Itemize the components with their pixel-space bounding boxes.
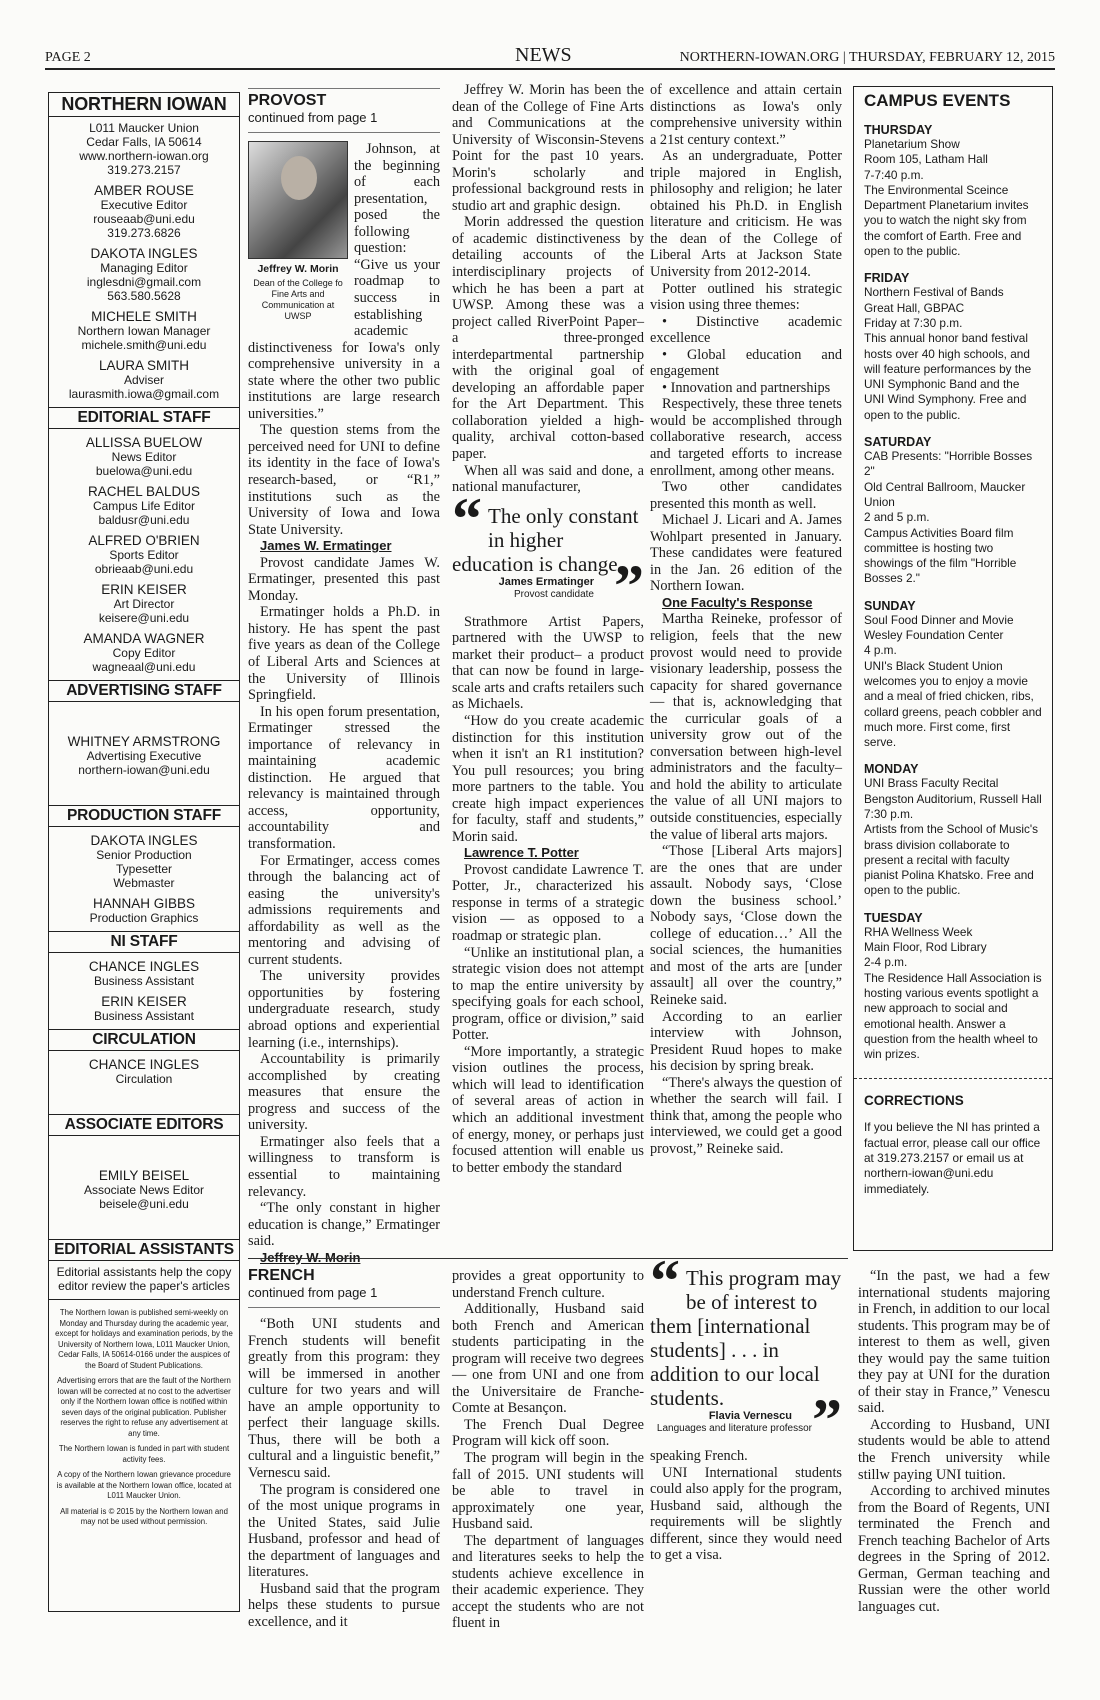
- staff-detail: Production Graphics: [89, 911, 199, 925]
- paragraph: Michael J. Licari and A. James Wohlpart presented in January. These candidates were featured in the Jan. 26 edition of the Northern Iowan.: [650, 512, 842, 595]
- staff-name: RACHEL BALDUS: [87, 484, 201, 499]
- event-line: Room 105, Latham Hall: [864, 152, 988, 167]
- notice-paragraph: All material is © 2015 by the Northern Iowan and may not be used without permission.: [60, 1506, 228, 1526]
- event-day: [864, 599, 1042, 751]
- event-line: Great Hall, GBPAC: [864, 300, 965, 315]
- open-quote-icon: “: [650, 1248, 680, 1314]
- staff-detail: Circulation: [115, 1072, 173, 1086]
- notice-paragraph: Advertising errors that are the fault of the Northern Iowan will be corrected at no cost to the advertiser only if the Northern Iowan office is notified within seven days of the original publication. Publisher reserves the right to refuse any advertisement at any time.: [57, 1376, 231, 1438]
- event-line: 2-4 p.m.: [864, 955, 908, 970]
- staff-name: LAURA SMITH: [98, 358, 190, 373]
- dashed-divider: [854, 1078, 1052, 1079]
- paragraph: The university provides opportunities by fostering undergraduate research, study abroad options and experiential learning (i.e., internships).: [248, 968, 440, 1051]
- info-line: Cedar Falls, IA 50614: [86, 135, 202, 149]
- staff-entry: [49, 484, 239, 527]
- staff-detail: Northern Iowan Manager: [77, 324, 211, 338]
- paragraph: The department of languages and literatures seeks to help the students achieve excellence in their academic experience. They accept the students who are not fluent in: [452, 1532, 644, 1632]
- staff-detail: Senior Production: [96, 848, 192, 862]
- staff-detail: Business Assistant: [93, 1009, 195, 1023]
- section-title: FRENCH: [248, 1267, 315, 1284]
- masthead: [48, 92, 240, 1612]
- pull-quote-text: This program may be of interest to them [international students] . . . in addition to our local students.: [650, 1266, 842, 1410]
- paragraph: The program will begin in the fall of 2015. UNI students will be able to travel in approximately one year, Husband said.: [452, 1450, 644, 1533]
- masthead-heading: NI STAFF: [49, 931, 239, 953]
- paragraph: When all was said and done, a national manufacturer,: [452, 462, 644, 496]
- staff-detail: northern-iowan@uni.edu: [78, 763, 210, 777]
- event-line: Northern Festival of Bands: [864, 285, 1004, 300]
- masthead-heading: EDITORIAL STAFF: [49, 407, 239, 429]
- masthead-heading: PRODUCTION STAFF: [49, 805, 239, 827]
- paragraph: Martha Reineke, professor of religion, feels that the new provost would need to provide visionary leadership, possess the capacity for shared governance — that is, acknowledging that the curricular goals of a university grow out of the conversation between high-level administrators and the faculty–and hold the ability to articulate the value of all UNI majors to outside constituencies, especially the value of liberal arts majors.: [650, 611, 842, 843]
- notice-paragraph: The Northern Iowan is funded in part with student activity fees.: [58, 1444, 230, 1464]
- paragraph: Jeffrey W. Morin has been the dean of the College of Fine Arts and Communications at the University of Wisconsin-Stevens Point for the past 10 years. Morin's scholarly and professional background rests in studio art and graphic design.: [452, 82, 644, 214]
- photo-caption-name: Jeffrey W. Morin: [257, 263, 339, 276]
- section-title: PROVOST: [248, 92, 327, 109]
- event-line: UNI's Black Student Union welcomes you to enjoy a movie and a meal of fried chicken, ribs, collard greens, peach cobbler and much more. First come, first serve.: [864, 658, 1042, 750]
- info-line: editor review the paper's articles: [58, 1279, 230, 1293]
- event-day-label: SATURDAY: [864, 435, 932, 450]
- staff-detail: Managing Editor: [100, 261, 188, 275]
- masthead-info: [49, 1265, 239, 1293]
- event-day-label: THURSDAY: [864, 123, 933, 137]
- section-divider: [248, 1258, 848, 1259]
- event-day: [864, 911, 1042, 1063]
- staff-entry: [49, 1168, 239, 1211]
- staff-detail: keisere@uni.edu: [98, 611, 190, 625]
- staff-detail: inglesdni@gmail.com: [86, 275, 202, 289]
- spacer: [49, 1140, 239, 1162]
- paragraph: speaking French.: [650, 1448, 748, 1464]
- paragraph: The program is considered one of the most unique programs in the United States, said Julie Husband, professor and head of the department of languages and literatures.: [248, 1481, 440, 1581]
- staff-name: DAKOTA INGLES: [90, 833, 198, 848]
- close-quote-icon: ”: [614, 552, 644, 619]
- paragraph: Morin addressed the question of academic distinctiveness by detailing accounts of the interdisciplinary projects of which he has been a part at UWSP. Among these was a project called RiverPoint Paper– a three-pronged interdepartmental partnership with the original goal of developing an affordable paper for the Art Department. This collaboration yielded a high-quality, archival cotton-based paper.: [452, 214, 644, 463]
- paragraph: Ermatinger holds a Ph.D. in history. He has spent the past five years as dean of the College of Liberal Arts and Sciences at the University of Illinois Springfield.: [248, 604, 440, 704]
- staff-entry: [49, 631, 239, 674]
- paragraph: “More importantly, a strategic vision outlines the process, which will lead to identification of several areas of action in which an additional investment of energy, money, or perhaps just focused attention will enable us to better embody the standard: [452, 1043, 644, 1176]
- french-column-4: [858, 1268, 1050, 1613]
- pull-quote-name: James Ermatinger: [498, 575, 594, 588]
- french-column-3: [650, 1248, 842, 1614]
- staff-detail: Associate News Editor: [83, 1183, 205, 1197]
- pull-quote-name: Flavia Vernescu: [708, 1410, 792, 1422]
- pull-quote-text: The only constant in higher education is change.: [452, 503, 639, 576]
- staff-detail: 563.580.5628: [107, 289, 181, 303]
- staff-detail: Business Assistant: [93, 974, 195, 988]
- staff-detail: laurasmith.iowa@gmail.com: [68, 387, 220, 401]
- french-column-1: [248, 1267, 440, 1630]
- staff-entry: [49, 435, 239, 478]
- staff-detail: 319.273.6826: [107, 226, 181, 240]
- paragraph: provides a great opportunity to understand French culture.: [452, 1268, 644, 1301]
- staff-detail: Advertising Executive: [86, 749, 202, 763]
- paragraph: “The only constant in higher education is change,” Ermatinger said.: [248, 1200, 440, 1250]
- staff-detail: Art Director: [113, 597, 175, 611]
- pull-quote: [452, 485, 644, 619]
- event-line: Planetarium Show: [864, 137, 960, 151]
- provost-column-3: [650, 82, 842, 1254]
- staff-detail: News Editor: [111, 450, 177, 464]
- spacer: [49, 777, 239, 799]
- paragraph: “In the past, we had a few international students majoring in French, in addition to our local students. This program may be of interest to them as well, given they would pay the same tuition they pay at UNI for the duration of their stay in France,” Venescu said.: [858, 1268, 1050, 1417]
- provost-section-head: [248, 88, 440, 133]
- spacer: [49, 1211, 239, 1233]
- staff-name: EMILY BEISEL: [98, 1168, 190, 1183]
- event-line: 7-7:40 p.m.: [864, 167, 924, 182]
- continued-label: continued from page 1: [248, 109, 378, 125]
- paragraph: Two other candidates presented this month as well.: [650, 479, 842, 512]
- event-line: Wesley Foundation Center: [864, 628, 1004, 643]
- event-line: Old Central Ballroom, Maucker Union: [864, 479, 1026, 509]
- event-line: Artists from the School of Music's brass division collaborate to present a recital with faculty pianist Polina Khatsko. Free and open to the public.: [864, 822, 1039, 898]
- staff-name: ALFRED O'BRIEN: [88, 533, 200, 548]
- staff-detail: Adviser: [123, 373, 164, 387]
- french-column-2: [452, 1268, 644, 1632]
- staff-detail: obrieaab@uni.edu: [94, 562, 194, 576]
- continued-label: continued from page 1: [248, 1284, 378, 1300]
- event-line: The Residence Hall Association is hosting various events spotlight a new approach to social and emotional health. Answer a question from the health wheel to win prizes.: [864, 970, 1042, 1062]
- staff-entry: [49, 734, 239, 777]
- page-header: [45, 44, 1055, 70]
- section-name: NEWS: [515, 44, 572, 66]
- paragraph: of excellence and attain certain distinctions as Iowa's only comprehensive university within a 21st century context.”: [650, 82, 842, 148]
- paragraph: Provost candidate James W. Ermatinger, presented this past Monday.: [248, 554, 440, 604]
- french-section-head: [248, 1268, 440, 1308]
- paragraph: Husband said that the program helps these students to pursue excellence, and it: [248, 1580, 440, 1630]
- subheading: One Faculty's Response: [662, 594, 813, 610]
- publication-notice: [49, 1299, 239, 1528]
- paragraph: As an undergraduate, Potter triple majored in English, philosophy and religion; he later obtained his Ph.D. in English literature and criticism. He was the dean of the College of Liberal Arts at Jackson State University from 2012-2014.: [650, 148, 842, 281]
- subheading: Lawrence T. Potter: [464, 845, 579, 861]
- paragraph: • Distinctive academic excellence: [650, 313, 842, 347]
- paragraph: Potter outlined his strategic vision using three themes:: [650, 280, 842, 314]
- paragraph: • Innovation and partnerships: [662, 379, 831, 396]
- staff-detail: buelowa@uni.edu: [95, 464, 193, 478]
- staff-entry: [49, 582, 239, 625]
- event-line: Bengston Auditorium, Russell Hall: [864, 791, 1042, 806]
- pull-quote-title: Languages and literature professor: [656, 1423, 812, 1434]
- paragraph: UNI International students could also apply for the program, Husband said, although the requirements will be slightly different, since they would need to get a visa.: [650, 1464, 842, 1564]
- event-line: UNI Brass Faculty Recital: [864, 776, 999, 791]
- staff-name: HANNAH GIBBS: [92, 896, 196, 911]
- staff-entry: [49, 896, 239, 925]
- staff-detail: Webmaster: [113, 876, 175, 890]
- info-line: L011 Maucker Union: [89, 121, 199, 135]
- paragraph: In his open forum presentation, Ermatinger stressed the importance of relevancy in maintaining academic distinction. He argued that relevancy is maintained through access, opportunity, accountability and transformation.: [248, 703, 440, 853]
- staff-name: ERIN KEISER: [101, 994, 187, 1009]
- portrait-image: [248, 141, 348, 259]
- corrections-title: CORRECTIONS: [864, 1093, 964, 1109]
- paragraph: Ermatinger also feels that a willingness to transform is essential to maintaining relevancy.: [248, 1133, 440, 1200]
- paragraph: The French Dual Degree Program will kick off soon.: [452, 1416, 644, 1450]
- staff-entry: [49, 246, 239, 303]
- event-line: This annual honor band festival hosts over 40 high schools, and will feature performances by the UNI Symphonic Band and the UNI Wind Symphony. Free and open to the public.: [864, 331, 1032, 422]
- staff-detail: Campus Life Editor: [92, 499, 196, 513]
- provost-column-2: [452, 82, 644, 1254]
- paragraph: For Ermatinger, access comes through the balancing act of easing the university's admissions requirements and affordability as well as the mentoring and advising of current students.: [248, 852, 440, 968]
- paragraph: The question stems from the perceived need for UNI to define its identity in the face of Iowa's research-based, or “R1,” institutions such as the University of Iowa and Iowa State University.: [248, 422, 440, 538]
- notice-paragraph: The Northern Iowan is published semi-weekly on Monday and Thursday during the academic year, except for holidays and examination periods, by the University of Northern Iowa, L011 Maucker Union, Cedar Falls, IA 50614-0166 under the auspices of the Board of Student Publications.: [55, 1308, 233, 1370]
- site-and-date: NORTHERN-IOWAN.ORG | THURSDAY, FEBRUARY 12, 2015: [679, 50, 1055, 65]
- provost-column-1: [248, 88, 440, 1265]
- staff-name: WHITNEY ARMSTRONG: [67, 734, 221, 749]
- paragraph: Johnson, at the beginning of each presentation, posed the following question: “Give us your roadmap to success in establishing academic distinctiveness for Iowa's only comprehensive university in a state where the other two public institutions are large research universities.”: [248, 141, 440, 422]
- staff-name: CHANCE INGLES: [88, 959, 200, 974]
- masthead-heading: EDITORIAL ASSISTANTS: [49, 1239, 239, 1261]
- staff-entry: [49, 1057, 239, 1086]
- photo-morin: [248, 141, 348, 322]
- masthead-heading: NORTHERN IOWAN: [49, 93, 239, 117]
- staff-entry: [49, 183, 239, 240]
- event-day-label: MONDAY: [864, 762, 919, 777]
- event-day: [864, 435, 1042, 587]
- info-line: Editorial assistants help the copy: [56, 1265, 232, 1279]
- paragraph: “There's always the question of whether the search will fail. I think that, among the people who interviewed, we could get a good provost,” Reineke said.: [650, 1074, 842, 1157]
- event-line: The Environmental Sceince Department Planetarium invites you to watch the night sky from the comfort of Earth. Free and open to the public.: [864, 182, 1029, 259]
- close-quote-icon: ”: [812, 1387, 842, 1453]
- staff-name: MICHELE SMITH: [91, 309, 197, 324]
- staff-detail: Copy Editor: [112, 646, 176, 660]
- event-day: [864, 762, 1042, 898]
- event-day-label: FRIDAY: [864, 271, 910, 286]
- paragraph: “Those [Liberal Arts majors] are the ones that are under assault. Nobody says, ‘Close down the business school.’ Nobody says, ‘Close down the college of education…’ All the social sciences, the humanities and most of the arts are [under assault] all over the country,” Reineke said.: [650, 843, 842, 1009]
- masthead-heading: ADVERTISING STAFF: [49, 680, 239, 702]
- paragraph: According to Husband, UNI students would be able to attend the French university while stillw paying UNI tuition.: [858, 1416, 1050, 1483]
- event-line: Main Floor, Rod Library: [864, 940, 987, 955]
- staff-detail: michele.smith@uni.edu: [81, 338, 207, 352]
- staff-detail: baldusr@uni.edu: [98, 513, 190, 527]
- event-line: RHA Wellness Week: [864, 924, 973, 939]
- paragraph: “Both UNI students and French students will benefit greatly from this program: they will be immersed in another culture for two years and will have an ample opportunity to perfect their language skills. Thus, there will be both a cultural and a linguistic benefit,” Vernescu said.: [248, 1316, 440, 1482]
- staff-entry: [49, 959, 239, 988]
- notice-paragraph: A copy of the Northern Iowan grievance procedure is available at the Northern Iowan office, located at L011 Maucker Union.: [56, 1470, 232, 1500]
- event-line: Friday at 7:30 p.m.: [864, 315, 963, 330]
- staff-entry: [49, 533, 239, 576]
- spacer: [49, 1086, 239, 1108]
- paragraph: Provost candidate Lawrence T. Potter, Jr., characterized his response in terms of a strategic vision — as opposed to a roadmap or strategic plan.: [452, 861, 644, 945]
- paragraph: According to archived minutes from the Board of Regents, UNI terminated the French and French teaching Bachelor of Arts degrees in the Spring of 2012. German, German teaching and Russian were the other world languages cut.: [858, 1483, 1050, 1615]
- staff-name: AMBER ROUSE: [94, 183, 194, 198]
- staff-detail: wagneaal@uni.edu: [92, 660, 196, 674]
- paragraph: According to an earlier interview with Johnson, President Ruud hopes to make his decision by spring break.: [650, 1008, 842, 1075]
- info-line: 319.273.2157: [107, 163, 181, 177]
- paragraph: Accountability is primarily accomplished by creating measures that ensure the progress and success of the university.: [248, 1051, 440, 1134]
- staff-detail: beisele@uni.edu: [99, 1197, 189, 1211]
- spacer: [49, 706, 239, 728]
- paragraph: • Global education and engagement: [650, 346, 842, 380]
- campus-events-box: [853, 86, 1053, 1251]
- event-day-label: TUESDAY: [864, 910, 923, 925]
- paragraph: “Unlike an institutional plan, a strategic vision does not attempt to map the entire university by specifying goals for each school, program, office or division,” said Potter.: [452, 944, 644, 1044]
- paragraph: Respectively, these three tenets would be accomplished through collaborative research, access and targeted efforts to increase enrollment, among other means.: [650, 396, 842, 479]
- event-line: 2 and 5 p.m.: [864, 510, 930, 525]
- masthead-heading: ASSOCIATE EDITORS: [49, 1114, 239, 1136]
- staff-name: ALLISSA BUELOW: [85, 435, 203, 450]
- paragraph: Additionally, Husband said both French and American students participating in the program will receive two degrees — one from UNI and one from the Universitaire de Franche- Comte at Besançon.: [452, 1301, 644, 1417]
- event-line: Campus Activities Board film committee is hosting two showings of the film "Horrible Bosses 2.": [864, 525, 1017, 586]
- event-line: 7:30 p.m.: [864, 806, 914, 821]
- event-day-label: SUNDAY: [864, 598, 916, 613]
- paragraph: Strathmore Artist Papers, partnered with the UWSP to market their product– a product that can now be found in large-scale arts and crafts retailers such as Michaels.: [452, 613, 644, 713]
- pull-quote: [650, 1248, 842, 1453]
- staff-name: AMANDA WAGNER: [83, 631, 205, 646]
- paragraph: “How do you create academic distinction for this institution when it isn't an R1 institution? You pull resources; you bring more partners to the table. You create high impact experiences for faculty, staff and students,” Morin said.: [452, 712, 644, 845]
- corrections-text: If you believe the NI has printed a factual error, please call our office at 319.273.2157 or email us at northern-iowan@uni.edu immediately.: [864, 1120, 1041, 1196]
- campus-events-title: CAMPUS EVENTS: [864, 91, 1011, 110]
- staff-entry: [49, 358, 239, 401]
- subheading: Jeffrey W. Morin: [260, 1249, 361, 1265]
- subheading: James W. Ermatinger: [260, 538, 392, 554]
- event-line: CAB Presents: "Horrible Bosses 2": [864, 449, 1033, 479]
- info-line: www.northern-iowan.org: [79, 149, 209, 163]
- staff-detail: Typesetter: [115, 862, 173, 876]
- event-line: Soul Food Dinner and Movie: [864, 612, 1014, 627]
- staff-name: ERIN KEISER: [101, 582, 187, 597]
- pull-quote-title: Provost candidate: [513, 588, 594, 600]
- event-day: [864, 271, 1042, 423]
- page-number: PAGE 2: [45, 50, 91, 65]
- masthead-heading: CIRCULATION: [49, 1029, 239, 1051]
- masthead-info: [49, 121, 239, 177]
- open-quote-icon: “: [452, 485, 482, 552]
- staff-entry: [49, 994, 239, 1023]
- staff-detail: Sports Editor: [109, 548, 179, 562]
- staff-entry: [49, 833, 239, 890]
- staff-name: CHANCE INGLES: [88, 1057, 200, 1072]
- event-line: 4 p.m.: [864, 643, 897, 658]
- event-day: [864, 123, 1042, 259]
- staff-detail: rouseaab@uni.edu: [93, 212, 195, 226]
- staff-entry: [49, 309, 239, 352]
- photo-caption-title: Dean of the College fo Fine Arts and Communication at UWSP: [253, 277, 343, 321]
- staff-name: DAKOTA INGLES: [90, 246, 198, 261]
- staff-detail: Executive Editor: [100, 198, 188, 212]
